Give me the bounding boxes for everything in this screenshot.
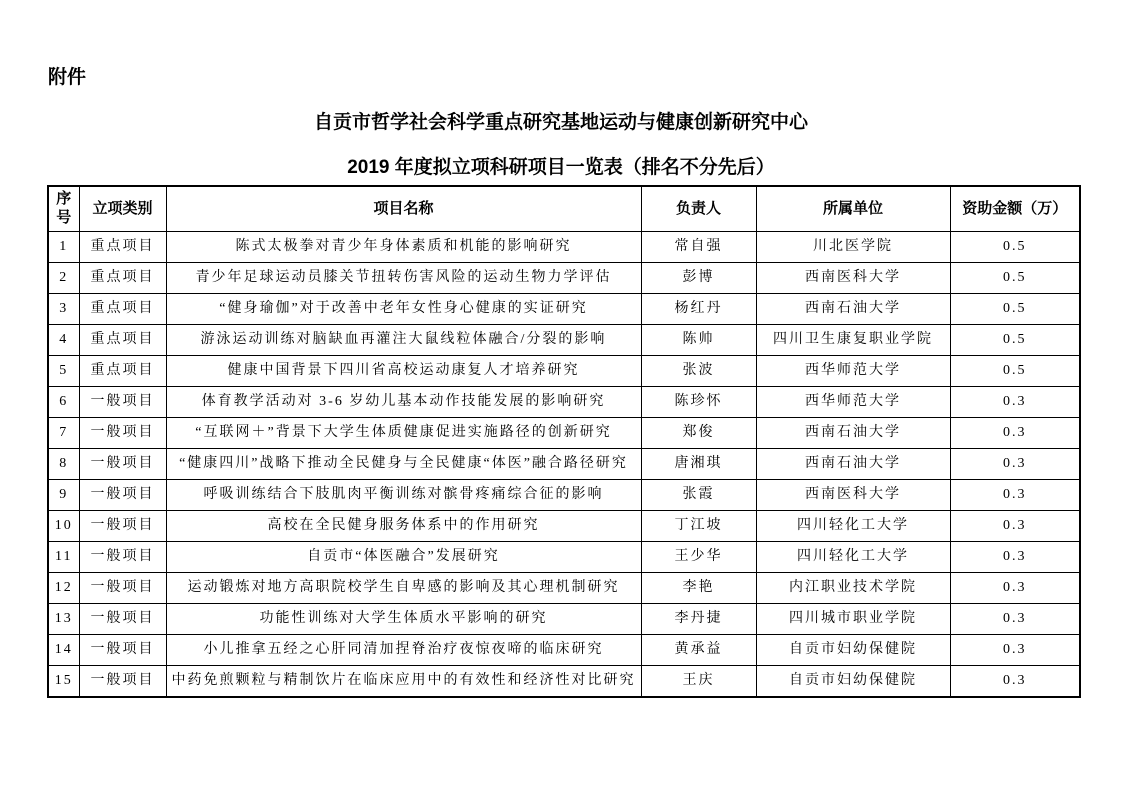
- unit-cell: 西华师范大学: [756, 387, 950, 418]
- leader-cell: 王庆: [641, 666, 756, 698]
- table-row: [48, 356, 1080, 387]
- category-cell: 一般项目: [79, 666, 166, 698]
- amount-cell: 0.5: [950, 356, 1080, 387]
- leader-cell: 陈帅: [641, 325, 756, 356]
- header-unit: 所属单位: [756, 186, 950, 232]
- unit-cell: 自贡市妇幼保健院: [756, 666, 950, 698]
- row-index-cell: 9: [48, 480, 79, 511]
- category-cell: 一般项目: [79, 387, 166, 418]
- amount-cell: 0.3: [950, 635, 1080, 666]
- table-row: [48, 449, 1080, 480]
- amount-cell: 0.3: [950, 418, 1080, 449]
- table-row: [48, 387, 1080, 418]
- unit-cell: 四川轻化工大学: [756, 542, 950, 573]
- header-index: 序号: [48, 186, 79, 232]
- amount-cell: 0.3: [950, 542, 1080, 573]
- category-cell: 重点项目: [79, 294, 166, 325]
- project-name-cell: 运动锻炼对地方高职院校学生自卑感的影响及其心理机制研究: [166, 573, 641, 604]
- project-name-cell: 小儿推拿五经之心肝同清加捏脊治疗夜惊夜啼的临床研究: [166, 635, 641, 666]
- amount-cell: 0.5: [950, 294, 1080, 325]
- row-index-cell: 4: [48, 325, 79, 356]
- table-row: [48, 263, 1080, 294]
- table-header-row: [48, 186, 1080, 232]
- table-row: [48, 542, 1080, 573]
- unit-cell: 四川卫生康复职业学院: [756, 325, 950, 356]
- unit-cell: 西南石油大学: [756, 294, 950, 325]
- category-cell: 一般项目: [79, 604, 166, 635]
- project-name-cell: 健康中国背景下四川省高校运动康复人才培养研究: [166, 356, 641, 387]
- page-subtitle: 2019 年度拟立项科研项目一览表（排名不分先后）: [347, 157, 775, 178]
- project-name-cell: 自贡市“体医融合”发展研究: [166, 542, 641, 573]
- project-name-cell: 呼吸训练结合下肢肌肉平衡训练对髌骨疼痛综合征的影响: [166, 480, 641, 511]
- leader-cell: 杨红丹: [641, 294, 756, 325]
- category-cell: 一般项目: [79, 480, 166, 511]
- table-row: [48, 604, 1080, 635]
- leader-cell: 彭博: [641, 263, 756, 294]
- leader-cell: 常自强: [641, 232, 756, 263]
- leader-cell: 李艳: [641, 573, 756, 604]
- header-category: 立项类别: [79, 186, 166, 232]
- category-cell: 一般项目: [79, 511, 166, 542]
- category-cell: 重点项目: [79, 325, 166, 356]
- row-index-cell: 7: [48, 418, 79, 449]
- leader-cell: 张波: [641, 356, 756, 387]
- table-header: [48, 186, 1080, 232]
- project-name-cell: 游泳运动训练对脑缺血再灌注大鼠线粒体融合/分裂的影响: [166, 325, 641, 356]
- leader-cell: 黄承益: [641, 635, 756, 666]
- unit-cell: 四川城市职业学院: [756, 604, 950, 635]
- project-name-cell: “互联网＋”背景下大学生体质健康促进实施路径的创新研究: [166, 418, 641, 449]
- leader-cell: 王少华: [641, 542, 756, 573]
- project-name-cell: 中药免煎颗粒与精制饮片在临床应用中的有效性和经济性对比研究: [166, 666, 641, 698]
- row-index-cell: 8: [48, 449, 79, 480]
- table-row: [48, 511, 1080, 542]
- amount-cell: 0.3: [950, 480, 1080, 511]
- amount-cell: 0.5: [950, 263, 1080, 294]
- amount-cell: 0.3: [950, 387, 1080, 418]
- category-cell: 一般项目: [79, 418, 166, 449]
- category-cell: 一般项目: [79, 449, 166, 480]
- project-name-cell: 功能性训练对大学生体质水平影响的研究: [166, 604, 641, 635]
- row-index-cell: 2: [48, 263, 79, 294]
- project-table: [47, 185, 1081, 698]
- project-name-cell: 高校在全民健身服务体系中的作用研究: [166, 511, 641, 542]
- row-index-cell: 6: [48, 387, 79, 418]
- row-index-cell: 3: [48, 294, 79, 325]
- unit-cell: 内江职业技术学院: [756, 573, 950, 604]
- page-title: 自贡市哲学社会科学重点研究基地运动与健康创新研究中心: [313, 112, 808, 133]
- header-leader: 负责人: [641, 186, 756, 232]
- category-cell: 重点项目: [79, 356, 166, 387]
- unit-cell: 自贡市妇幼保健院: [756, 635, 950, 666]
- amount-cell: 0.5: [950, 232, 1080, 263]
- category-cell: 重点项目: [79, 232, 166, 263]
- project-name-cell: “健身瑜伽”对于改善中老年女性身心健康的实证研究: [166, 294, 641, 325]
- leader-cell: 李丹捷: [641, 604, 756, 635]
- unit-cell: 西南石油大学: [756, 418, 950, 449]
- amount-cell: 0.3: [950, 573, 1080, 604]
- category-cell: 一般项目: [79, 635, 166, 666]
- row-index-cell: 10: [48, 511, 79, 542]
- table-body: [48, 232, 1080, 698]
- table-row: [48, 635, 1080, 666]
- leader-cell: 陈珍怀: [641, 387, 756, 418]
- project-name-cell: 青少年足球运动员膝关节扭转伤害风险的运动生物力学评估: [166, 263, 641, 294]
- header-amount: 资助金额（万）: [950, 186, 1080, 232]
- category-cell: 一般项目: [79, 542, 166, 573]
- table-row: [48, 294, 1080, 325]
- amount-cell: 0.3: [950, 604, 1080, 635]
- row-index-cell: 11: [48, 542, 79, 573]
- table-row: [48, 573, 1080, 604]
- unit-cell: 西南医科大学: [756, 480, 950, 511]
- row-index-cell: 15: [48, 666, 79, 698]
- unit-cell: 西南石油大学: [756, 449, 950, 480]
- project-name-cell: 陈式太极拳对青少年身体素质和机能的影响研究: [166, 232, 641, 263]
- row-index-cell: 13: [48, 604, 79, 635]
- amount-cell: 0.3: [950, 449, 1080, 480]
- unit-cell: 川北医学院: [756, 232, 950, 263]
- amount-cell: 0.5: [950, 325, 1080, 356]
- unit-cell: 西南医科大学: [756, 263, 950, 294]
- unit-cell: 四川轻化工大学: [756, 511, 950, 542]
- leader-cell: 郑俊: [641, 418, 756, 449]
- category-cell: 一般项目: [79, 573, 166, 604]
- project-name-cell: 体育教学活动对 3-6 岁幼儿基本动作技能发展的影响研究: [166, 387, 641, 418]
- unit-cell: 西华师范大学: [756, 356, 950, 387]
- row-index-cell: 5: [48, 356, 79, 387]
- table-row: [48, 232, 1080, 263]
- project-name-cell: “健康四川”战略下推动全民健身与全民健康“体医”融合路径研究: [166, 449, 641, 480]
- table-row: [48, 418, 1080, 449]
- leader-cell: 丁江坡: [641, 511, 756, 542]
- row-index-cell: 14: [48, 635, 79, 666]
- table-row: [48, 666, 1080, 698]
- table-row: [48, 325, 1080, 356]
- leader-cell: 张霞: [641, 480, 756, 511]
- attachment-label: 附件: [48, 67, 87, 88]
- header-name: 项目名称: [166, 186, 641, 232]
- leader-cell: 唐湘琪: [641, 449, 756, 480]
- table-row: [48, 480, 1080, 511]
- category-cell: 重点项目: [79, 263, 166, 294]
- amount-cell: 0.3: [950, 511, 1080, 542]
- row-index-cell: 12: [48, 573, 79, 604]
- amount-cell: 0.3: [950, 666, 1080, 698]
- row-index-cell: 1: [48, 232, 79, 263]
